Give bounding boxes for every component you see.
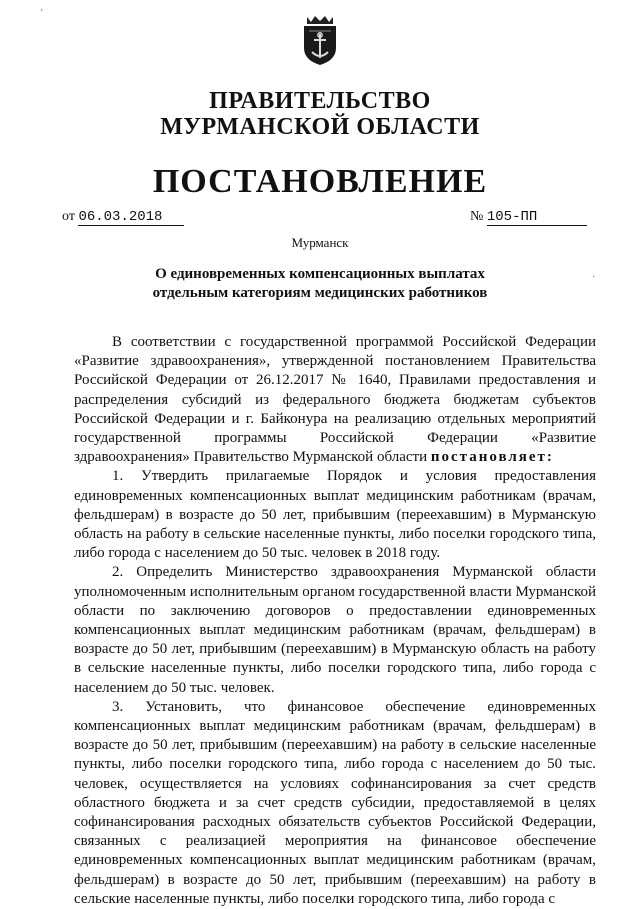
document-date: 06.03.2018 [78,209,184,226]
document-subject [0,265,640,303]
body-paragraph-2: 2. Определить Министерство здравоохранения Мурманской области уполномоченным исполнительным органом государственной власти Мурманской области по заключению договоров о предоставлении единовременных компенсационных выплат медицинским работникам (врачам, фельдшерам) в возрасте до 50 лет, прибывшим (переехавшим) в Мурманскую область на работу в сельские населенные пункты, либо поселки городского типа, либо города с населением до 50 тыс. человек. [74,564,596,696]
decree-keyword: постановляет: [430,449,554,466]
date-prefix-label: от [62,209,75,224]
subject-line2: отдельным категориям медицинских работников [152,285,488,301]
body-paragraph-3: 3. Установить, что финансовое обеспечение единовременных компенсационных выплат медицинским работникам (врачам, фельдшерам) в возрасте до 50 лет, прибывшим (переехавшим) на работу в сельские населенные пункты, либо поселки городского типа, либо города с населением до 50 тыс. человек, осуществляется на условиях софинансирования за счет средств областного бюджета и за счет средств субсидии, предоставляемой в целях софинансирования расходных обязательств субъектов Российской Федерации, связанных с реализацией мероприятия на финансовое обеспечение единовременных компенсационных выплат медицинским работникам (врачам, фельдшерам) в возрасте до 50 лет, прибывшим (переехавшим) на работу в сельские населенные пункты, либо поселки городского типа, либо города с [74,698,596,907]
body-paragraph-preamble [74,333,596,467]
murmansk-coat-of-arms-icon [301,14,339,66]
document-type-title: ПОСТАНОВЛЕНИЕ [152,163,488,200]
body-paragraph-1: 1. Утвердить прилагаемые Порядок и условия предоставления единовременных компенсационных выплат медицинским работникам (врачам, фельдшерам) в возрасте до 50 лет, прибывшим (переехавшим) в Мурманскую область на работу в сельские населенные пункты, либо поселки городского типа, либо города с населением до 50 тыс. человек в 2018 году. [74,468,596,562]
document-body [74,333,596,909]
subject-line1: О единовременных компенсационных выплатах [155,266,485,282]
scan-speck: · [592,272,596,283]
scan-speck: ’ [40,8,44,19]
preamble-text: В соответствии с государственной программой Российской Федерации «Развитие здравоохранения», утвержденной постановлением Правительства Российской Федерации от 26.12.2017 № 1640, Правилами предоставления и распределения субсидий из федерального бюджета бюджетам субъектов Российской Федерации и г. Байконура на реализацию отдельных мероприятий государственной программы Российской Федерации «Развитие здравоохранения» Правительство Мурманской области [74,334,596,466]
number-prefix-label: № [470,209,484,224]
org-name-line1: ПРАВИТЕЛЬСТВО [209,88,431,114]
document-number: 105-ПП [487,209,587,226]
document-number-row [470,209,587,226]
document-date-row [62,209,184,226]
city-label: Мурманск [291,235,349,250]
org-name-line2: МУРМАНСКОЙ ОБЛАСТИ [160,114,480,140]
